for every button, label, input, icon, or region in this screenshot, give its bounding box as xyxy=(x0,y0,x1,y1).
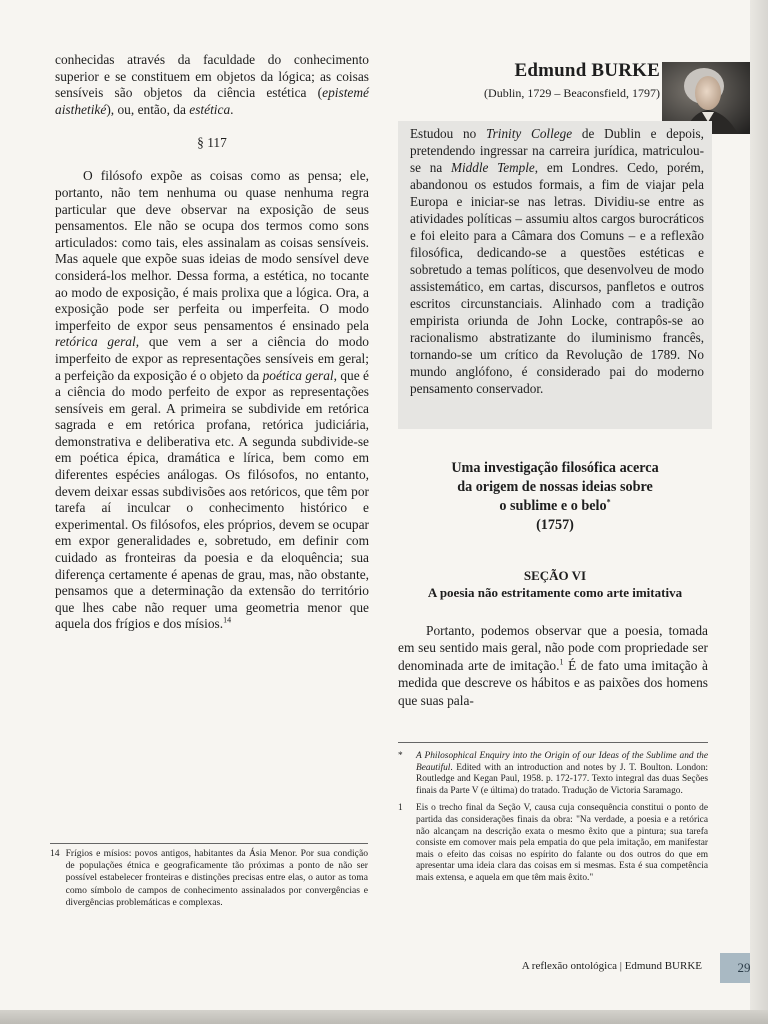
text-run: ), ou, então, da xyxy=(106,101,190,117)
right-paragraph xyxy=(398,622,708,709)
text-run: , que vem a ser a ciência do modo imperfeito de expor as representações sensíveis em geral; a perfeição da exposição é o objeto da xyxy=(55,334,369,383)
text-run: . Edited with an introduction and notes by J. T. Boulton. London: Routledge and Kegan Paul, 1958. p. 172-177. Texto integral das duas Seções finais da Parte V (e última) do tratado. Tradução de Victoria Saramago. xyxy=(416,762,708,796)
left-footnote xyxy=(50,843,368,909)
work-title xyxy=(398,459,712,535)
text-run: o sublime e o belo xyxy=(499,498,607,514)
author-header xyxy=(400,60,660,101)
text-run: O filósofo expõe as coisas como as pensa; ele, portanto, não tem nenhuma ou quase nenhuma regra particular que deve observar na exposição de seus pensamentos. Ele não se ocupa dos termos como sons articulados: como tais, eles assinalam as coisas sensíveis. Mas aquele que expõe suas ideias de modo sensível deve considerá-los melhor. Dessa forma, a estética, no tocante ao modo de exposição, é mais prolixa que a lógica. Ora, a exposição pode ser perfeita ou imperfeita. O modo imperfeito de expor seus pensamentos é ensinado pela xyxy=(55,168,369,333)
author-dates: (Dublin, 1729 – Beaconsfield, 1797) xyxy=(484,86,660,100)
work-title-line xyxy=(398,497,712,516)
footnote-star xyxy=(398,751,708,797)
footnote-text: Frígios e mísios: povos antigos, habitantes da Ásia Menor. Por sua condição de populações étnica e geograficamente tão próximas a ponto de não ser possível estabelecer fronteiras e distinções precisas entre elas, o autor as toma como símbolo de campos de conhecimento assinalados por convergências e divergências problemáticas e complexas. xyxy=(65,848,368,908)
footnote-text: Eis o trecho final da Seção V, causa cuja consequência constitui o ponto de partida das considerações finais da obra: "Na verdade, a poesia e a retórica não alcançam na descrição exata o mesmo êxito que a pintura; sua tarefa consiste em comover mais pela empatia do que pela imitação, em manifestar mais o efeito das coisas no espírito do falante ou dos outros do que em apresentar uma ideia clara das coisas em si mesmas. Esta é sua competência mais extensa, e aquela em que têm mais êxito." xyxy=(416,803,708,883)
page-bottom-edge xyxy=(0,1010,768,1024)
italic-term: epistemé aisthetiké xyxy=(55,85,369,117)
author-name: Edmund BURKE xyxy=(514,60,660,81)
footnote-ref: 14 xyxy=(223,615,232,625)
author-bio-box xyxy=(398,121,712,429)
text-run: . xyxy=(230,101,234,117)
work-title-line: Uma investigação filosófica acerca xyxy=(451,460,659,476)
text-run: , que é a ciência do modo perfeito de expor as representações sensíveis em geral. A primeira se subdivide em retórica sagrada e em retórica profana, retórica judiciária, demonstrativa e deliberativa etc. A segunda subdivide-se em poética épica, dramática e lírica, bem como em diferentes espécies análogas. Os filósofos, no entanto, devem deixar essas subdivisões aos retóricos, que têm por tarefa aí inculcar o conhecimento histórico e experimental. Os filósofos, eles próprios, devem se ocupar em expor generalidades e, sobretudo, em definir com cuidado as fronteiras da poesia e da eloquência; sua diferença certamente é apenas de grau, mas, não obstante, pensamos que a determinação da extensão do território que lhes cabe não requer uma geometria menor que aquela dos frígios e dos mísios. xyxy=(55,367,369,632)
running-footer: A reflexão ontológica | Edmund BURKE xyxy=(521,960,702,972)
page-edge xyxy=(750,0,768,1024)
section-mark: § 117 xyxy=(197,135,227,151)
footnote-ref: 1 xyxy=(559,657,564,667)
section-heading: SEÇÃO VI xyxy=(523,568,587,583)
italic-term: poética geral xyxy=(262,367,334,383)
author-bio xyxy=(410,125,704,397)
left-column xyxy=(55,52,369,633)
italic-term: A Philosophical Enquiry into the Origin of our Ideas of the Sublime and the Beautiful xyxy=(416,751,708,773)
footnote-number: 14 xyxy=(50,848,60,859)
italic-term: retórica geral xyxy=(55,334,136,350)
work-year: (1757) xyxy=(536,517,574,533)
section-title xyxy=(398,567,712,601)
footnote-number: 1 xyxy=(398,803,403,814)
italic-term: estética xyxy=(189,101,231,117)
page-number: 29 xyxy=(720,953,768,983)
section-subheading: A poesia não estritamente como arte imitativa xyxy=(427,585,683,600)
footnote-text xyxy=(416,751,708,797)
work-title-line: da origem de nossas ideias sobre xyxy=(457,479,653,495)
italic-term: Trinity College xyxy=(486,126,573,141)
right-body xyxy=(398,622,708,709)
text-run: Estudou no xyxy=(410,126,487,141)
footnote-number: * xyxy=(398,751,403,761)
text-run: , em Londres. Cedo, porém, abandonou os estudos formais, a fim de viajar pela Europa e iniciar-se nas letras. Dividiu-se entre as atividades políticas – assumiu altos cargos burocráticos e foi eleito para a Câmara dos Comuns – e a reflexão filosófica, dedicando-se a questões estéticas e sobretudo a temas políticos, que desenvolveu de modo assistemático, em cartas, discursos, panfletos e outros escritos circunstanciais. Alinhado com a tradição empirista oriunda de John Locke, contrapôs-se ao racionalismo abstratizante do iluminismo francês, tornando-se um crítico da Revolução de 1789. No mundo anglófono, é considerado pai do moderno pensamento conservador. xyxy=(410,160,705,396)
text-run: conhecidas através da faculdade do conhecimento superior e se constituem em objetos da lógica; as coisas sensíveis são objetos da ciência estética ( xyxy=(55,52,369,101)
text-run: Portanto, podemos observar que a poesia, tomada em seu sentido mais geral, não pode com propriedade ser denominada arte de imitação. xyxy=(398,623,708,673)
footnote-1 xyxy=(398,803,708,884)
text-run: É de fato uma imitação à medida que descreve os hábitos e as paixões dos homens que suas pala- xyxy=(398,657,708,708)
left-paragraph-2 xyxy=(55,168,369,633)
italic-term: Middle Temple xyxy=(451,160,535,175)
left-paragraph-1 xyxy=(55,52,369,118)
text-run: de Dublin e depois, pretendendo ingressar na carreira jurídica, matriculou-se na xyxy=(410,126,704,175)
footnote-14 xyxy=(50,848,368,909)
footnote-ref: * xyxy=(606,497,611,507)
right-footnotes xyxy=(398,742,708,891)
